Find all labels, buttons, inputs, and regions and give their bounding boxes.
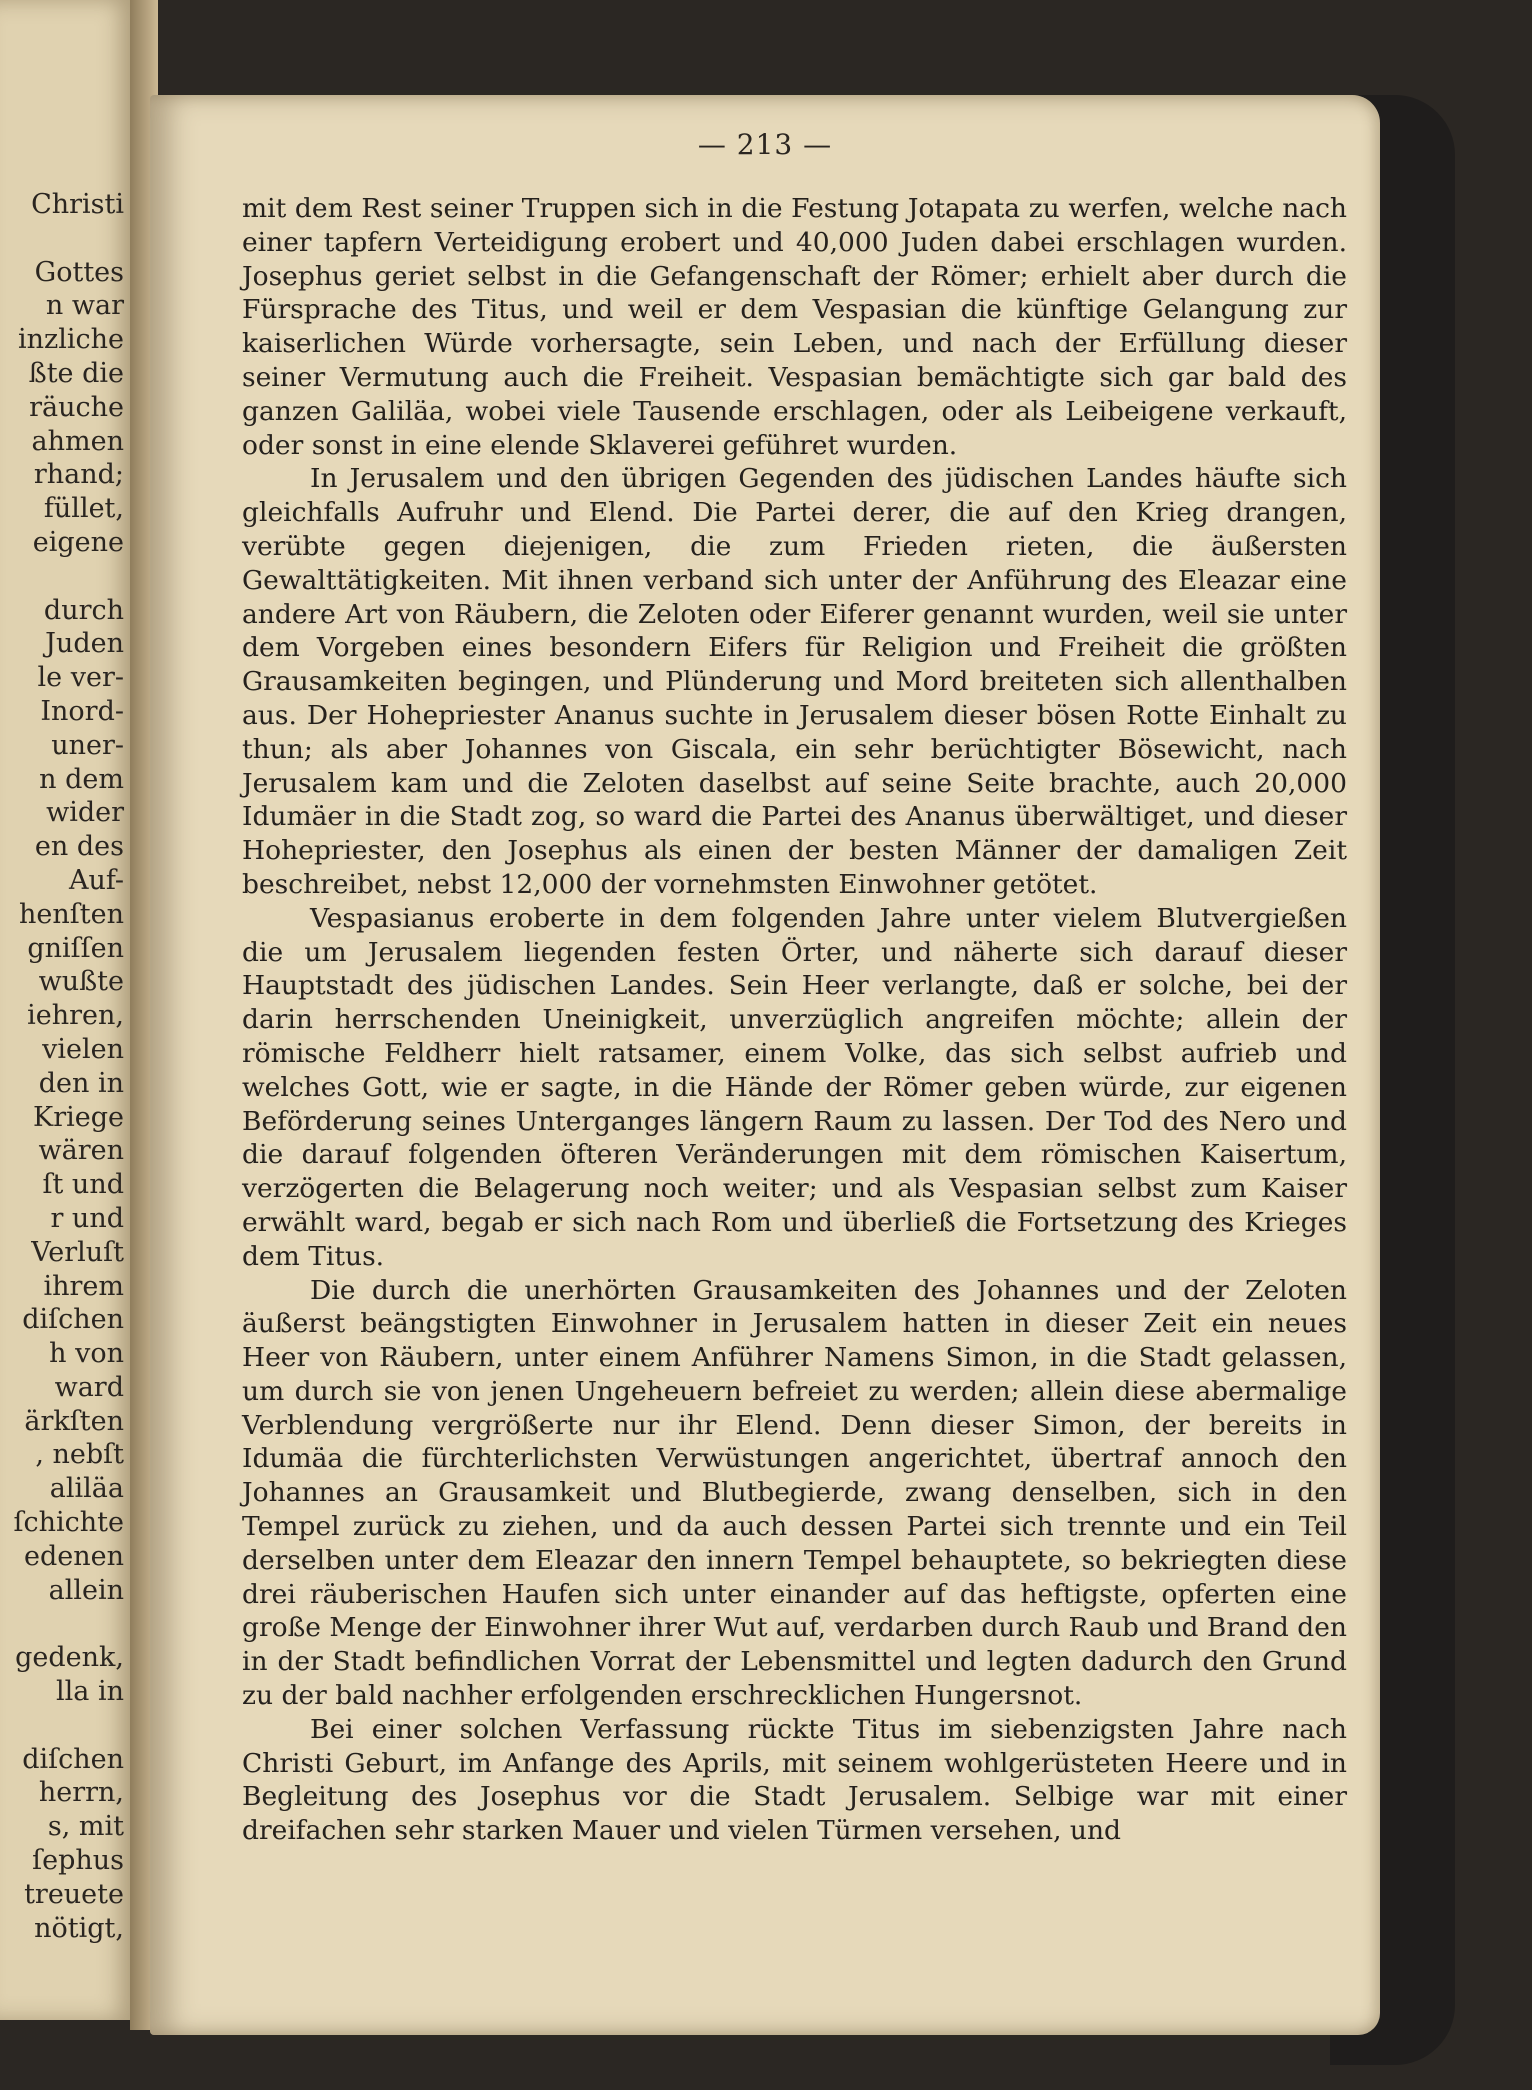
left-page-line: [0, 222, 124, 256]
left-page-line: ſt und: [42, 1169, 124, 1201]
left-page: [0, 0, 138, 2020]
left-page-line: nötigt,: [34, 1912, 124, 1944]
left-page-line: n war: [45, 290, 124, 322]
left-page-line: rhand;: [33, 459, 124, 491]
left-page-line: diſchen: [22, 1743, 124, 1775]
left-page-line: [0, 1607, 124, 1641]
left-page-line: [0, 1709, 124, 1743]
left-page-line: en des: [34, 831, 124, 863]
left-page-line: Christi: [31, 189, 124, 220]
left-page-line: aliläa: [49, 1473, 124, 1505]
left-page-line: r und: [50, 1202, 124, 1234]
left-page-line: inzliche: [17, 324, 124, 356]
left-page-line: ßte die: [28, 357, 124, 389]
left-page-line: wider: [46, 797, 124, 829]
left-page-line: ſephus: [32, 1845, 124, 1877]
paragraph: In Jerusalem und den übrigen Gegenden des jüdischen Landes häufte sich gleichfalls Aufruhr und Elend. Die Partei derer, die auf den Krieg drangen, verübte gegen diejenigen, die zum Frieden rieten, die äußersten Gewalttätigkeiten. Mit ihnen verband sich unter der Anführung des Eleazar eine andere Art von Räubern, die Zeloten oder Eiferer genannt wurden, weil sie unter dem Vorgeben eines besondern Eifers für Religion und Freiheit die größten Grausamkeiten begingen, und Plünderung und Mord breiteten sich allenthalben aus. Der Hohepriester Ananus suchte in Jerusalem dieser bösen Rotte Einhalt zu thun; als aber Johannes von Giscala, ein sehr berüchtigter Bösewicht, nach Jerusalem kam und die Zeloten daselbst auf seine Seite brachte, auch 20,000 Idumäer in die Stadt zog, so ward die Partei des Ananus überwältiget, und dieser Hohepriester, den Josephus als einen der besten Männer der damaligen Zeit beschreibet, nebst 12,000 der vornehmsten Einwohner getötet.: [242, 463, 1347, 900]
left-page-line: räuche: [29, 391, 124, 423]
left-page-line: Gottes: [34, 256, 124, 288]
left-page-line: wären: [38, 1135, 124, 1167]
left-page-line: allein: [48, 1574, 124, 1606]
left-page-line: s, mit: [47, 1811, 124, 1843]
left-page-line: durch: [43, 594, 124, 626]
left-page-line: iehren,: [27, 1000, 124, 1032]
left-page-line: uner-: [51, 729, 124, 761]
left-page-text: [0, 188, 124, 1945]
left-page-line: Inord-: [40, 695, 124, 727]
left-page-line: lla in: [56, 1676, 124, 1708]
left-page-line: , nebſt: [35, 1439, 124, 1471]
left-page-line: Juden: [45, 628, 124, 660]
left-page-line: eigene: [32, 526, 124, 558]
paragraph: mit dem Rest seiner Truppen sich in die Festung Jotapata zu werfen, welche nach einer tapfern Verteidigung erobert und 40,000 Juden dabei erschlagen wurden. Josephus geriet selbst in die Gefangenschaft der Römer; erhielt aber durch die Fürsprache des Titus, und weil er dem Vespasian die künftige Gelangung zur kaiserlichen Würde vorhersagte, sein Leben, und nach der Erfüllung dieser seiner Vermutung auch die Freiheit. Vespasian bemächtigte sich gar bald des ganzen Galiläa, wobei viele Tausende erschlagen, oder als Leibeigene verkauft, oder sonst in eine elende Sklaverei geführet wurden.: [242, 193, 1347, 461]
left-page-line: wußte: [38, 966, 124, 998]
page-body: [242, 192, 1347, 1848]
left-page-line: herrn,: [38, 1777, 124, 1809]
left-page-line: Verluſt: [31, 1236, 124, 1268]
left-page-line: [0, 560, 124, 594]
left-page-line: ärkſten: [24, 1405, 124, 1437]
left-page-line: le ver-: [37, 662, 124, 694]
left-page-line: ahmen: [31, 425, 124, 457]
left-page-line: h von: [49, 1338, 124, 1370]
left-page-line: gniſſen: [27, 932, 124, 964]
left-page-line: diſchen: [22, 1304, 124, 1336]
paragraph: Vespasianus eroberte in dem folgenden Jahre unter vielem Blutvergießen die um Jerusalem liegenden festen Örter, und näherte sich darauf dieser Hauptstadt des jüdischen Landes. Sein Heer verlangte, daß er solche, bei der darin herrschenden Uneinigkeit, unverzüglich angreifen möchte; allein der römische Feldherr hielt ratsamer, einem Volke, das sich selbst aufrieb und welches Gott, wie er sagte, in die Hände der Römer geben würde, zur eigenen Beförderung seines Unterganges längern Raum zu lassen. Der Tod des Nero und die darauf folgenden öfteren Veränderungen mit dem römischen Kaisertum, verzögerten die Belagerung noch weiter; und als Vespasian selbst zum Kaiser erwählt ward, begab er sich nach Rom und überließ die Fortsetzung des Krieges dem Titus.: [242, 902, 1347, 1272]
left-page-line: ſchichte: [13, 1507, 124, 1539]
paragraph: Die durch die unerhörten Grausamkeiten des Johannes und der Zeloten äußerst beängstigten Einwohner in Jerusalem hatten in dieser Zeit ein neues Heer von Räubern, unter einem Anführer Namens Simon, in die Stadt gelassen, um durch sie von jenen Ungeheuern befreiet zu werden; allein diese abermalige Verblendung vergrößerte nur ihr Elend. Denn dieser Simon, der bereits in Idumäa die fürchterlichsten Verwüstungen angerichtet, übertraf annoch den Johannes an Grausamkeit und Blutbegierde, zwang denselben, sich in den Tempel zurück zu ziehen, und da auch dessen Partei sich trennte und ein Teil derselben unter dem Eleazar den innern Tempel behauptete, so bekriegten diese drei räuberischen Haufen sich unter einander auf das heftigste, opferten eine große Menge der Einwohner ihrer Wut auf, verdarben durch Raub und Brand den in der Stadt befindlichen Vorrat der Lebensmittel und legten dadurch den Grund zu der bald nachher erfolgenden erschrecklichen Hungersnot.: [242, 1274, 1347, 1712]
left-page-line: ihrem: [43, 1270, 124, 1302]
left-page-line: gedenk,: [15, 1642, 124, 1674]
left-page-line: edenen: [24, 1540, 124, 1572]
left-page-line: henſten: [19, 898, 124, 930]
left-page-line: n dem: [39, 763, 124, 795]
left-page-line: den in: [38, 1067, 124, 1099]
paragraph: Bei einer solchen Verfassung rückte Titus im siebenzigsten Jahre nach Christi Geburt, im Anfange des Aprils, mit seinem wohlgerüsteten Heere und in Begleitung des Josephus vor die Stadt Jerusalem. Selbige war mit einer dreifachen sehr starken Mauer und vielen Türmen versehen, und: [242, 1713, 1347, 1847]
left-page-line: füllet,: [43, 493, 124, 525]
left-page-line: treuete: [24, 1878, 124, 1910]
left-page-line: Auf-: [68, 864, 124, 896]
page-number: — 213 —: [697, 128, 833, 161]
left-page-line: ward: [54, 1371, 124, 1403]
left-page-line: Kriege: [33, 1101, 124, 1133]
left-page-line: vielen: [42, 1033, 124, 1065]
